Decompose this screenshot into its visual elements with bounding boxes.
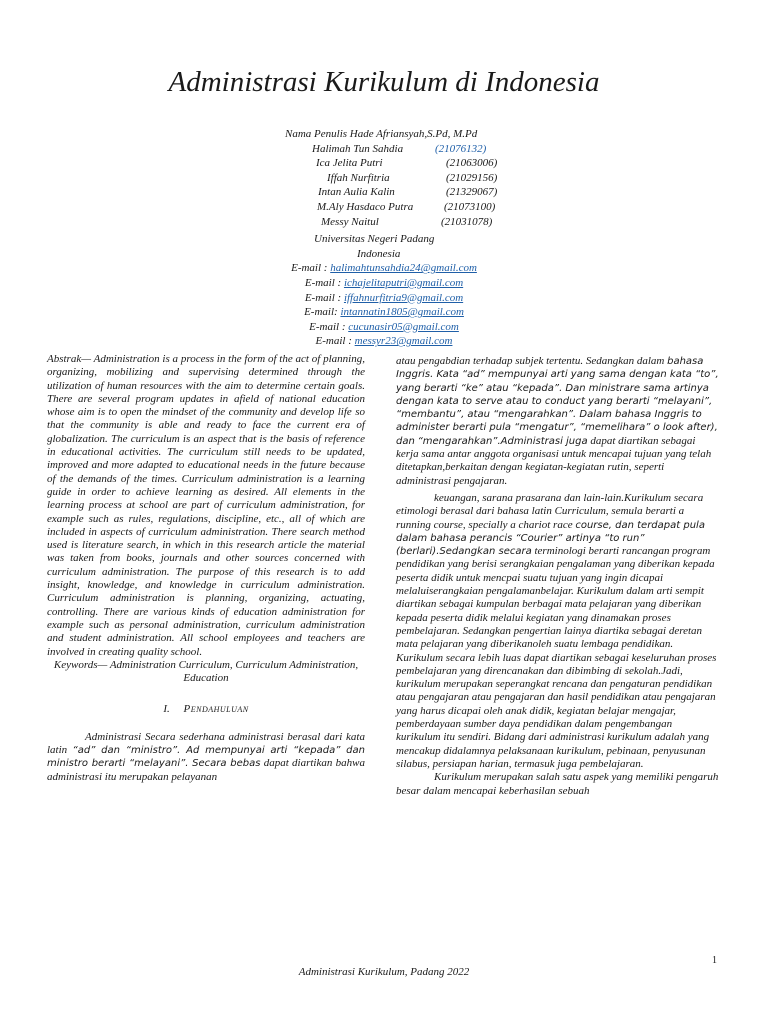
section-number: I. bbox=[163, 703, 170, 716]
section-heading bbox=[47, 703, 365, 716]
right-column bbox=[396, 355, 719, 798]
left-column bbox=[47, 353, 365, 784]
abstract: Abstrak— Administration is a process in the form of the act of planning, organizing, mobilizing and supervising determined through the utilization of human resources with the aim to determine certain goals. There are several program updates in afield of national education whose aim is to open the mindset of the community and develop life so that the community is able and ready to face the current era of globalization. The curriculum is an aspect that is the basis of reference in educational activities. The curriculum still needs to be updated, improved and more adapted to educational needs in the future because of the demands of the times. Curriculum administration is a learning guide in order to achieve learning as desired. All elements in the learning process at school are part of curriculum administration, for example such as rules, regulations, discipline, etc., all of which are included in aspects of curriculum administration. There search method used is literature search, in which in this research article the material was taken from books, journals and other sources concerned with curriculum administration. The purpose of this research is to add insight, knowledge, and knowledge in curriculum administration. Curriculum administration is planning, organizing, actuating, controlling. There are various kinds of education administration for example such as personal administration, curriculum administration and student administration. All school employees and teachers are involved in creating quality school. bbox=[47, 353, 365, 658]
email-row bbox=[0, 261, 768, 276]
email-row bbox=[0, 291, 768, 306]
email-row bbox=[0, 320, 768, 335]
page-footer: Administrasi Kurikulum, Padang 2022 bbox=[298, 966, 470, 978]
author-name: Ica Jelita Putri bbox=[316, 157, 383, 170]
page-number: 1 bbox=[712, 955, 717, 966]
country: Indonesia bbox=[357, 247, 401, 260]
author-row bbox=[0, 185, 768, 200]
body-text-handwritten: course, dan terdapat pula dalam bahasa perancis “Courier” artinya “to run” (berlari).Sedangkan secara bbox=[396, 519, 705, 558]
body-text: keuangan, sarana prasarana dan lain-lain.Kurikulum secara etimologi berasal dari bahasa latin Curriculum, semula berarti a running course, specially a chariot race bbox=[396, 491, 704, 531]
section-title: Pendahuluan bbox=[183, 703, 249, 716]
author-name: Halimah Tun Sahdia bbox=[312, 142, 404, 155]
author-row bbox=[0, 156, 768, 171]
intro-text: Administrasi Secara sederhana administrasi berasal dari kata latin bbox=[47, 730, 365, 757]
email-label: E-mail: bbox=[304, 306, 341, 319]
email-link[interactable]: intannatin1805@gmail.com bbox=[340, 306, 464, 319]
email-row bbox=[0, 305, 768, 320]
body-text-handwritten: bahasa Inggris. Kata “ad” mempunyai arti yang sama dengan kata “to”, yang berarti “ke” atau “kepada”. Dan ministrare sama artinya dengan kata to serve atau to conduct yang berarti “melayani”, “membantu”, atau “mengarahkan”. Dalam bahasa Inggris to administer berarti pula “mengatur”, “memelihara” o look after), dan bbox=[396, 356, 719, 447]
author-block bbox=[0, 127, 768, 349]
author-nim: (21076132) bbox=[435, 142, 487, 155]
author-nim: (21031078) bbox=[441, 215, 493, 228]
email-row bbox=[0, 334, 768, 349]
email-link[interactable]: cucunasir05@gmail.com bbox=[348, 320, 459, 333]
author-nim: (21029156) bbox=[446, 171, 498, 184]
intro-text-cont: dapat diartikan bahwa administrasi itu merupakan pelayanan bbox=[47, 757, 365, 783]
email-row bbox=[0, 276, 768, 291]
body-text: dapat diartikan sebagai kerja sama antar anggota organisasi untuk mencapai tujuan yang telah ditetapkan,berkaitan dengan kegiatan-kegiatan rutin, seperti administrasi pengajaran. bbox=[396, 434, 712, 487]
author-row bbox=[0, 171, 768, 186]
author-name: Messy Naitul bbox=[321, 215, 379, 228]
author-name: Iffah Nurfitria bbox=[327, 171, 390, 184]
email-link[interactable]: ichajelitaputri@gmail.com bbox=[343, 276, 464, 289]
paper-title: Administrasi Kurikulum di Indonesia bbox=[168, 66, 600, 98]
email-label: E-mail : bbox=[315, 335, 355, 348]
body-text: atau pengabdian terhadap subjek tertentu. Sedangkan dalam bbox=[396, 355, 665, 367]
body-text-handwritten: “mengarahkan”.Administrasi juga bbox=[417, 435, 588, 447]
body-text: terminologi berarti rancangan program pendidikan yang berisi serangkaian pengalaman yang diberikan kepada peserta didik untuk mencpai suatu tujuan yang ingin dicapai melaluiserangkaian pengalamanbelajar. Kurikulum dalam arti sempit diartikan sebagai kumpulan berbagai mata pelajaran yang diberikan kepada peserta didik melalui kegiatan yang dinamakan proses pembelajaran. Sedangkan pengertian lainya diartika sebagai deretan mata pelajaran yang diberikanoleh suatu lembaga pendidikan. Kurikulum secara lebih luas dapat diartikan sebagai keseluruhan proses pembelajaran yang direncanakan dan dibimbing di sekolah.Jadi, kurikulum merupakan seperangkat rencana dan pengaturan pendidikan atau pengajaran atau pengajaran dan hasil pendidikan atau pengajaran yang harus dicapai oleh anak didik, kegiatan belajar mengajar, pemberdayaan sumber daya pendidikan dalam pengembangan kurikulum itu sendiri. Bidang dari administrasi kurikulum adalah yang mencakup didalamnya pelaksanaan kurikulum, pebinaan, penyusunan silabus, persiapan harian, termasuk juga pembelajaran. bbox=[396, 545, 717, 770]
email-label: E-mail : bbox=[291, 262, 331, 275]
author-nim: (21073100) bbox=[444, 200, 496, 213]
keywords: Keywords— Administration Curriculum, Curriculum Administration, Education bbox=[53, 658, 359, 685]
author-nim: (21329067) bbox=[446, 186, 498, 199]
email-label: E-mail : bbox=[309, 320, 349, 333]
intro-text-handwritten: “ad” dan “ministro”. Ad mempunyai arti “kepada” dan ministro berarti “melayani”. Secara bebas bbox=[47, 745, 365, 770]
author-name: Intan Aulia Kalin bbox=[318, 186, 395, 199]
email-link[interactable]: iffahnurfitria9@gmail.com bbox=[343, 291, 464, 304]
author-nim: (21063006) bbox=[446, 157, 498, 170]
author-name: M.Aly Hasdaco Putra bbox=[317, 200, 414, 213]
author-lead: Nama Penulis Hade Afriansyah,S.Pd, M.Pd bbox=[285, 128, 478, 140]
intro-paragraph bbox=[47, 731, 365, 784]
email-label: E-mail : bbox=[304, 291, 344, 304]
university: Universitas Negeri Padang bbox=[314, 233, 435, 246]
email-label: E-mail : bbox=[304, 276, 344, 289]
email-link[interactable]: messyr23@gmail.com bbox=[354, 335, 453, 348]
email-link[interactable]: halimahtunsahdia24@gmail.com bbox=[330, 262, 477, 275]
email-list bbox=[0, 261, 768, 349]
author-row bbox=[0, 215, 768, 230]
body-paragraph: Kurikulum merupakan salah satu aspek yang memiliki pengaruh besar dalam mencapai keberhasilan sebuah bbox=[396, 771, 719, 797]
author-row bbox=[0, 200, 768, 215]
body-paragraph bbox=[396, 355, 719, 488]
body-paragraph bbox=[396, 492, 719, 771]
author-row bbox=[0, 142, 768, 157]
